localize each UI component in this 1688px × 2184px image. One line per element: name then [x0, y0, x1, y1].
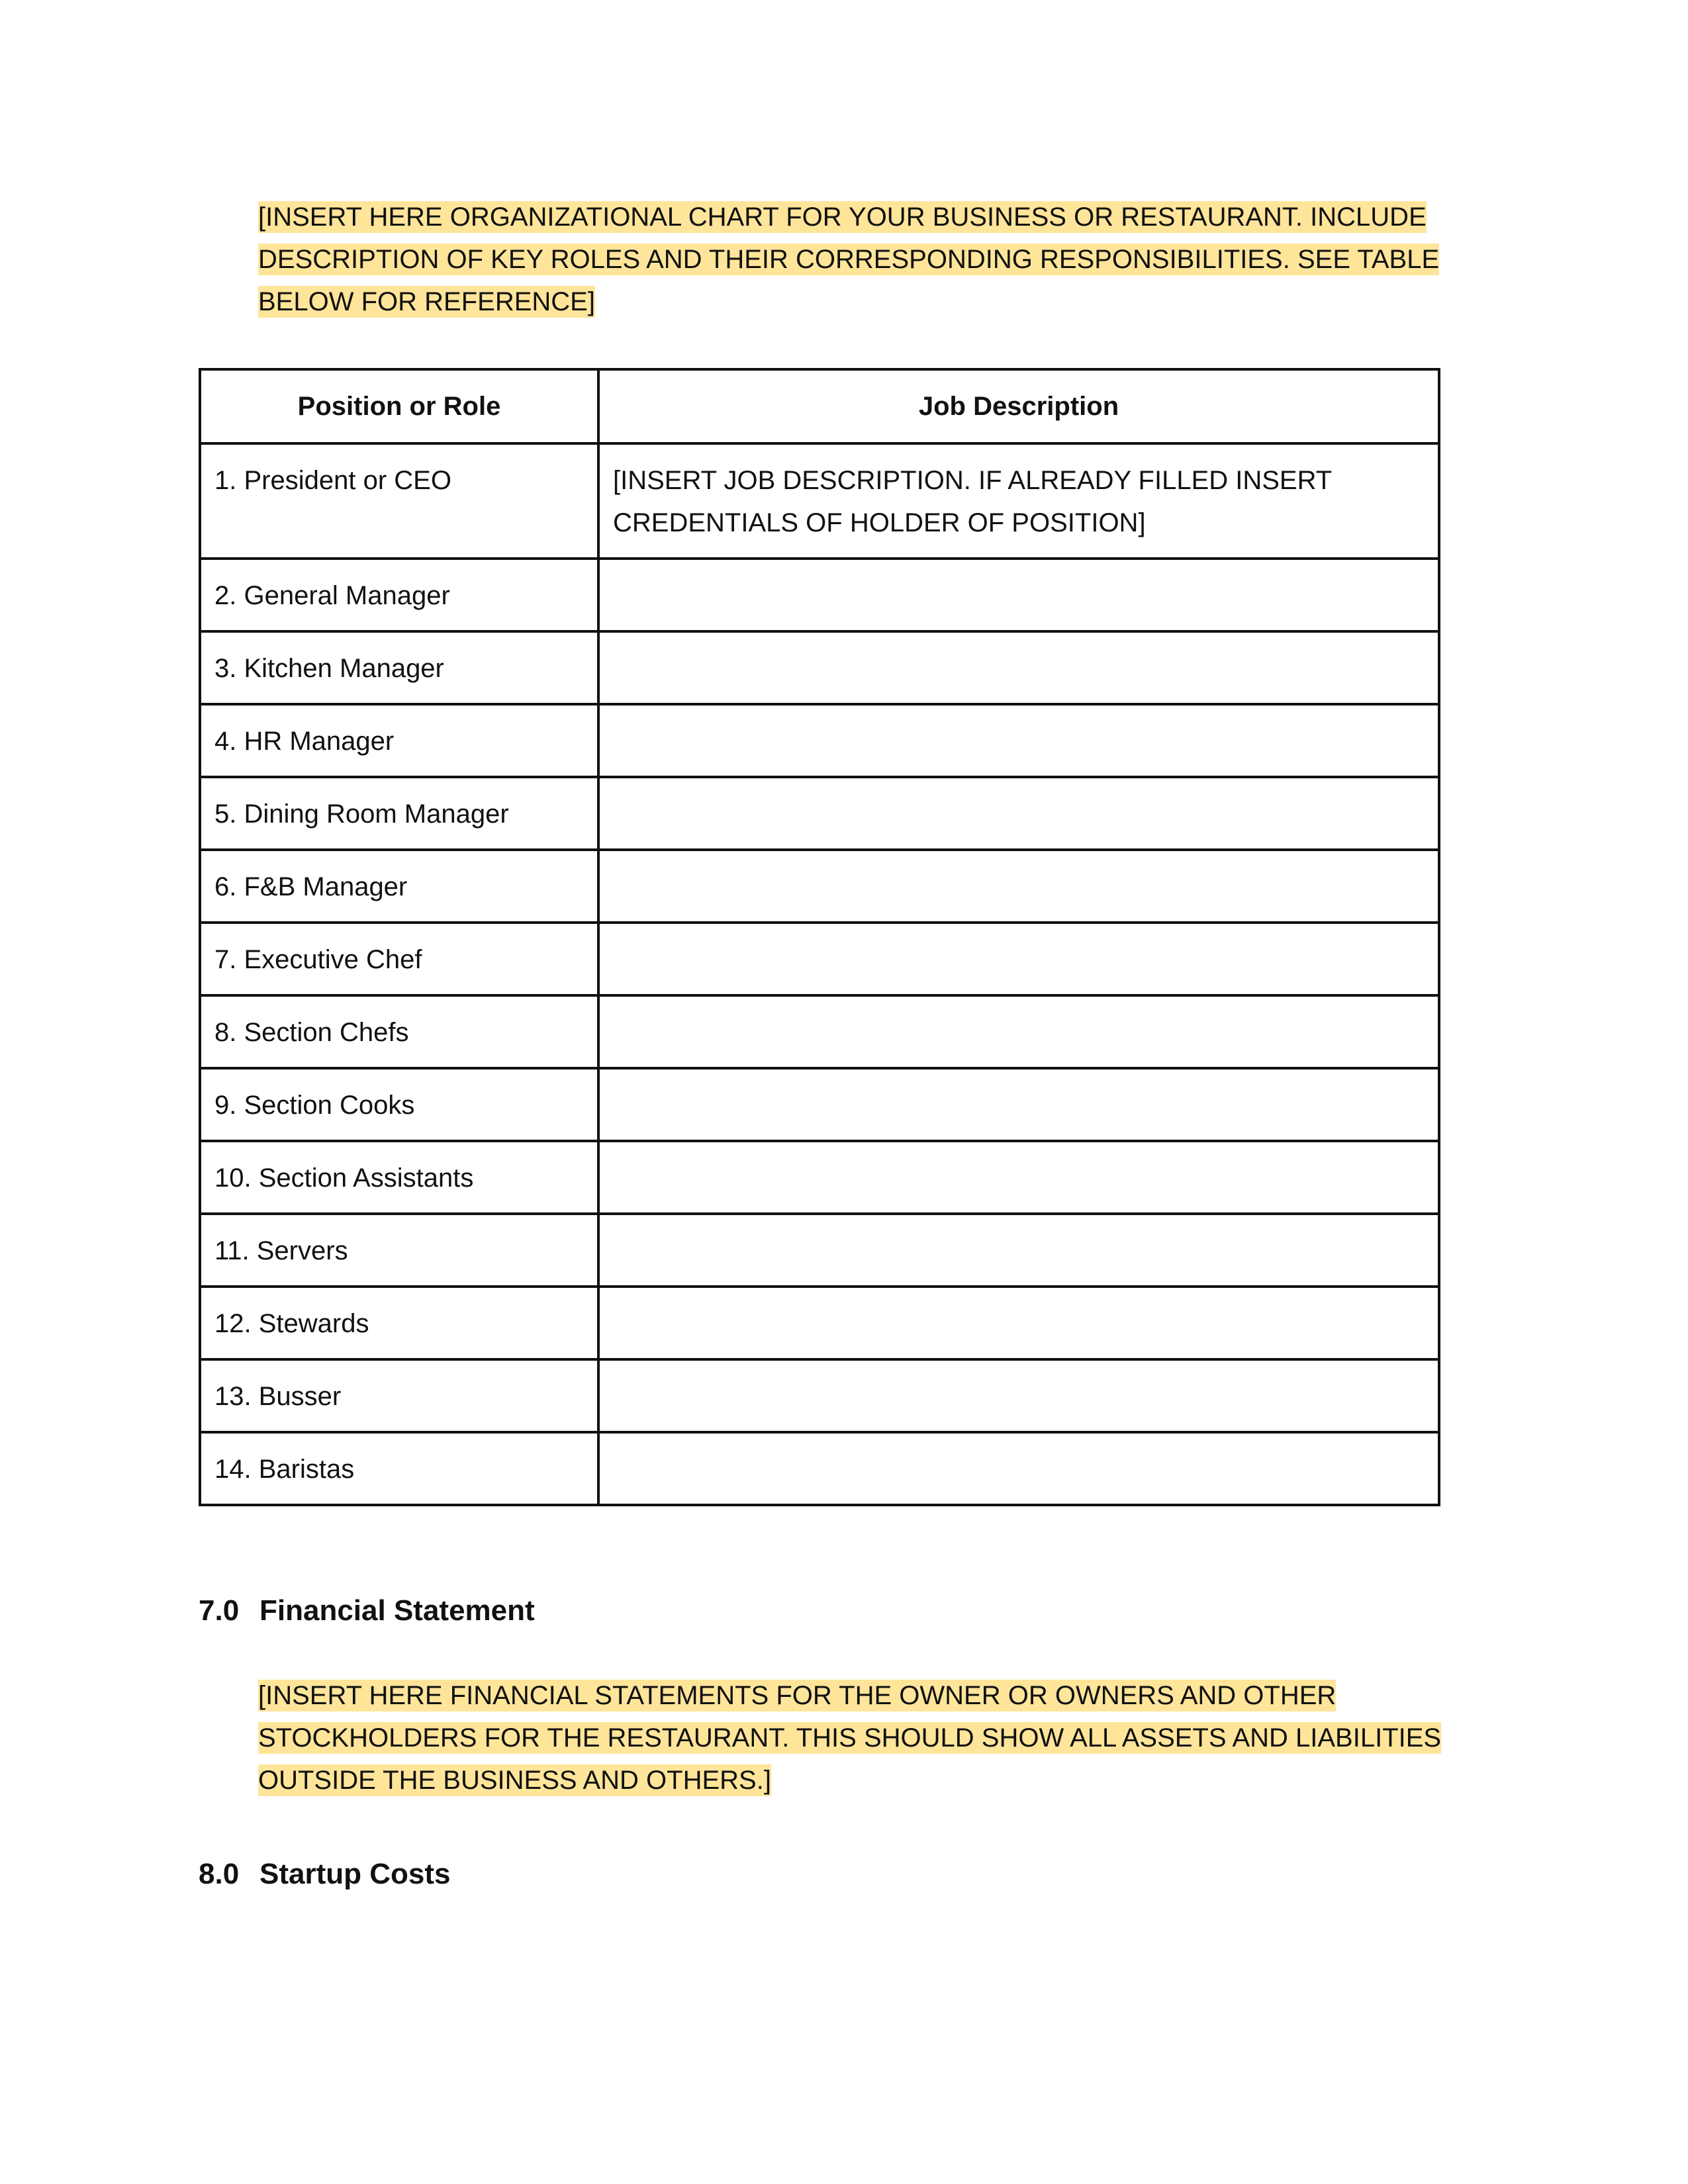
table-row — [200, 704, 1439, 777]
role-cell: 1. President or CEO — [200, 443, 598, 559]
role-cell: 12. Stewards — [200, 1287, 598, 1359]
role-cell: 5. Dining Room Manager — [200, 777, 598, 850]
financial-statement-instruction-text: [INSERT HERE FINANCIAL STATEMENTS FOR THE OWNER OR OWNERS AND OTHER STOCKHOLDERS FOR THE RESTAURANT. THIS SHOULD SHOW ALL ASSETS AND LIABILITIES OUTSIDE THE BUSINESS AND OTHERS.] — [258, 1681, 1442, 1795]
role-cell: 6. F&B Manager — [200, 850, 598, 923]
table-row — [200, 631, 1439, 704]
description-cell — [598, 1068, 1439, 1141]
description-cell — [598, 1214, 1439, 1287]
role-cell: 9. Section Cooks — [200, 1068, 598, 1141]
table-row — [200, 923, 1439, 995]
table-row — [200, 1068, 1439, 1141]
description-cell — [598, 1359, 1439, 1432]
section-number: 7.0 — [199, 1594, 240, 1627]
description-cell — [598, 923, 1439, 995]
role-cell: 4. HR Manager — [200, 704, 598, 777]
role-cell: 2. General Manager — [200, 559, 598, 631]
table-row — [200, 1432, 1439, 1505]
description-cell — [598, 631, 1439, 704]
table-row — [200, 1214, 1439, 1287]
table-header-row — [200, 369, 1439, 443]
section-heading-startup-costs — [199, 1854, 450, 1894]
description-cell — [598, 559, 1439, 631]
role-cell: 10. Section Assistants — [200, 1141, 598, 1214]
header-job-description: Job Description — [598, 369, 1439, 443]
role-cell: 11. Servers — [200, 1214, 598, 1287]
description-cell — [598, 850, 1439, 923]
description-cell — [598, 995, 1439, 1068]
role-cell: 13. Busser — [200, 1359, 598, 1432]
description-cell — [598, 1432, 1439, 1505]
description-cell: [INSERT JOB DESCRIPTION. IF ALREADY FILLED INSERT CREDENTIALS OF HOLDER OF POSITION] — [598, 443, 1439, 559]
table-row — [200, 1359, 1439, 1432]
table-row — [200, 777, 1439, 850]
table-row — [200, 559, 1439, 631]
role-cell: 7. Executive Chef — [200, 923, 598, 995]
description-cell — [598, 1141, 1439, 1214]
role-cell: 8. Section Chefs — [200, 995, 598, 1068]
table-row — [200, 443, 1439, 559]
financial-statement-instruction — [258, 1674, 1503, 1801]
description-cell — [598, 1287, 1439, 1359]
role-cell: 14. Baristas — [200, 1432, 598, 1505]
description-cell — [598, 704, 1439, 777]
table-row — [200, 995, 1439, 1068]
header-position-or-role: Position or Role — [200, 369, 598, 443]
section-number: 8.0 — [199, 1858, 240, 1890]
section-title: Financial Statement — [259, 1594, 535, 1627]
table-row — [200, 850, 1439, 923]
section-heading-financial-statement — [199, 1591, 535, 1631]
org-chart-instruction-text: [INSERT HERE ORGANIZATIONAL CHART FOR YOUR BUSINESS OR RESTAURANT. INCLUDE DESCRIPTION OF KEY ROLES AND THEIR CORRESPONDING RESPONSIBILITIES. SEE TABLE BELOW FOR REFERENCE] — [258, 203, 1440, 316]
table-row — [200, 1141, 1439, 1214]
section-title: Startup Costs — [259, 1858, 451, 1890]
org-chart-instruction — [258, 196, 1503, 323]
description-cell — [598, 777, 1439, 850]
table-row — [200, 1287, 1439, 1359]
roles-table — [199, 368, 1440, 1506]
role-cell: 3. Kitchen Manager — [200, 631, 598, 704]
